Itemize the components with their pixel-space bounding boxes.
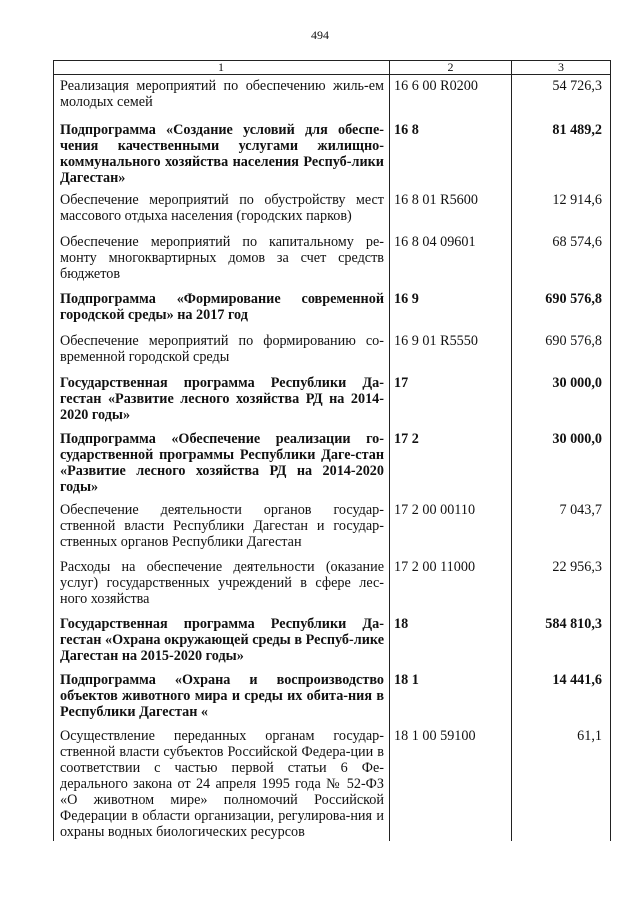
row-amount: 81 489,2 [552,122,602,138]
row-code: 17 [394,375,409,391]
row-name: Государственная программа Республики Да-гестан «Охрана окружающей среды в Респуб-лике Дагестан на 2015-2020 годы» [60,616,384,664]
row-amount: 7 043,7 [559,502,602,518]
row-amount: 22 956,3 [552,559,602,575]
row-name: Обеспечение мероприятий по обустройству мест массового отдыха населения (городских парков) [60,192,384,224]
row-amount: 30 000,0 [552,375,602,391]
row-name: Подпрограмма «Обеспечение реализации го-сударственной программы Республики Даге-стан «Развитие лесного хозяйства РД на 2014-2020 годы» [60,431,384,495]
row-name: Обеспечение деятельности органов государ-ственной власти Республики Дагестан и государ-ственных органов Республики Дагестан [60,502,384,550]
row-name: Государственная программа Республики Да-гестан «Развитие лесного хозяйства РД на 2014-2020 годы» [60,375,384,423]
header-col-2: 2 [447,60,454,74]
row-code: 16 8 [394,122,419,138]
row-code: 17 2 [394,431,419,447]
row-amount: 12 914,6 [552,192,602,208]
row-name: Обеспечение мероприятий по формированию со-временной городской среды [60,333,384,365]
row-name: Подпрограмма «Формирование современной городской среды» на 2017 год [60,291,384,323]
row-code: 18 1 [394,672,419,688]
row-code: 16 8 01 R5600 [394,192,478,208]
row-name: Подпрограмма «Создание условий для обеспе-чения качественными услугами жилищно-коммунального хозяйства населения Респуб-лики Дагестан» [60,122,384,186]
row-amount: 30 000,0 [552,431,602,447]
table-border-right [610,60,611,841]
table-border-left [53,60,54,841]
page-number: 494 [311,28,329,42]
row-amount: 54 726,3 [552,78,602,94]
row-code: 16 6 00 R0200 [394,78,478,94]
row-code: 16 9 01 R5550 [394,333,478,349]
row-name: Осуществление переданных органам государ-ственной власти субъектов Российской Федера-ции в соответствии с частью первой статьи 6 Фе-дерального закона от 24 апреля 1995 года № 52-ФЗ «О животном мире» полномочий Российской Федерации в области организации, регулирова-ния и охраны водных биологических ресурсов [60,728,384,840]
column-divider [511,60,512,841]
row-code: 17 2 00 00110 [394,502,476,518]
row-code: 16 9 [394,291,419,307]
column-divider [389,60,390,841]
row-name: Подпрограмма «Охрана и воспроизводство объектов животного мира и среды их обита-ния в Республики Дагестан « [60,672,384,720]
row-code: 18 1 00 59100 [394,728,476,744]
row-amount: 584 810,3 [545,616,602,632]
header-divider [53,74,611,75]
row-amount: 690 576,8 [545,291,602,307]
header-col-3: 3 [558,60,564,74]
row-name: Реализация мероприятий по обеспечению жиль-ем молодых семей [60,78,384,110]
row-amount: 61,1 [577,728,602,744]
row-name: Расходы на обеспечение деятельности (оказание услуг) государственных учреждений в сфере лес-ного хозяйства [60,559,384,607]
row-amount: 690 576,8 [545,333,602,349]
header-col-1: 1 [218,60,224,74]
row-name: Обеспечение мероприятий по капитальному ре-монту многоквартирных домов за счет средств бюджетов [60,234,384,282]
row-code: 18 [394,616,409,632]
row-code: 16 8 04 09601 [394,234,476,250]
row-amount: 14 441,6 [552,672,602,688]
row-code: 17 2 00 11000 [394,559,476,575]
row-amount: 68 574,6 [552,234,602,250]
